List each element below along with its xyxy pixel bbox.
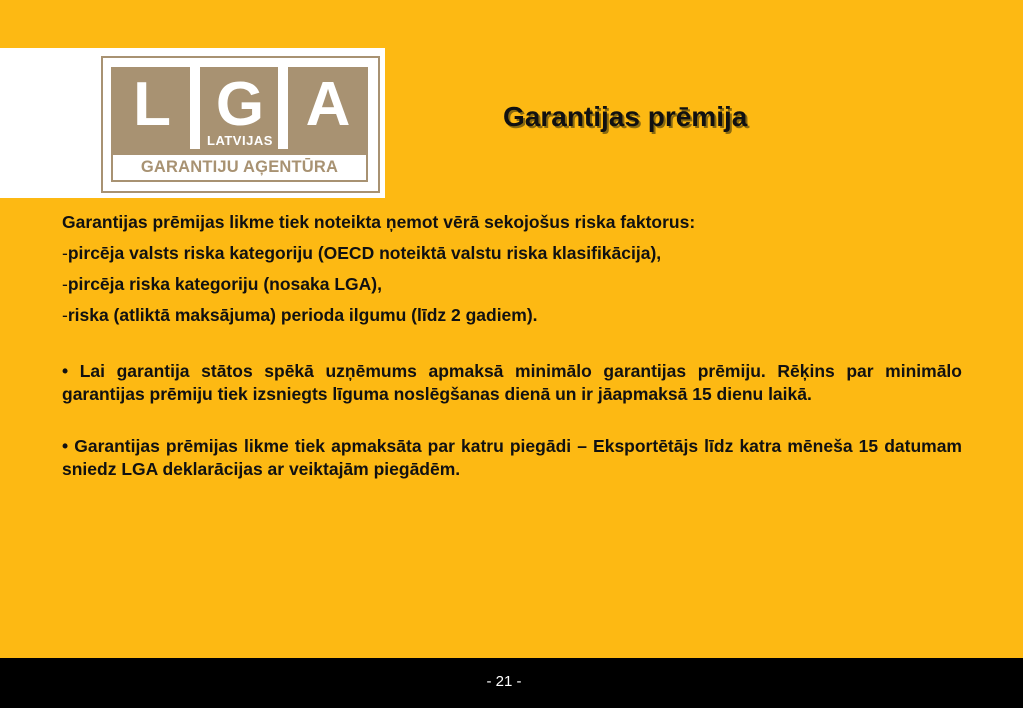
page-number: - 21 -	[486, 673, 522, 690]
bullet-paragraph: • Lai garantija stātos spēkā uzņēmums apmaksā minimālo garantijas prēmiju. Rēķins par minimālo garantijas prēmiju tiek izsniegts līguma noslēgšanas dienā un ir jāapmaksā 15 dienu laikā.	[62, 361, 962, 404]
risk-factor-item	[62, 238, 962, 269]
logo-separator	[278, 67, 288, 149]
logo-letter-a: A	[305, 70, 351, 139]
logo-band-text: GARANTIJU AĢENTŪRA	[140, 158, 339, 176]
dash-marker: -	[62, 274, 68, 294]
logo-letter-g: G	[215, 70, 265, 139]
risk-factor-text: riska (atliktā maksājuma) perioda ilgumu (līdz 2 gadiem).	[67, 305, 538, 325]
logo-separator	[190, 67, 200, 149]
slide-content	[62, 207, 962, 480]
logo-panel	[0, 48, 385, 198]
logo-letter-l: L	[133, 70, 171, 139]
risk-factor-text: pircēja valsts riska kategoriju (OECD noteiktā valstu riska klasifikācija),	[67, 243, 662, 263]
dash-marker: -	[62, 243, 68, 263]
footer-bar	[0, 658, 1023, 708]
risk-factor-text: pircēja riska kategoriju (nosaka LGA),	[67, 274, 382, 294]
logo-subtitle: LATVIJAS	[207, 133, 273, 148]
logo-band	[111, 153, 368, 182]
risk-factor-item	[62, 269, 962, 300]
bullet-paragraph: • Garantijas prēmijas likme tiek apmaksāta par katru piegādi – Eksportētājs līdz katra mēneša 15 datumam sniedz LGA deklarācijas ar veiktajām piegādēm.	[62, 436, 962, 479]
lga-logo	[101, 56, 380, 193]
risk-factor-item	[62, 300, 962, 331]
logo-mark	[111, 67, 368, 182]
dash-marker: -	[62, 305, 68, 325]
intro-text: Garantijas prēmijas likme tiek noteikta ņemot vērā sekojošus riska faktorus:	[62, 212, 696, 232]
slide-title: Garantijas prēmija	[503, 101, 748, 132]
